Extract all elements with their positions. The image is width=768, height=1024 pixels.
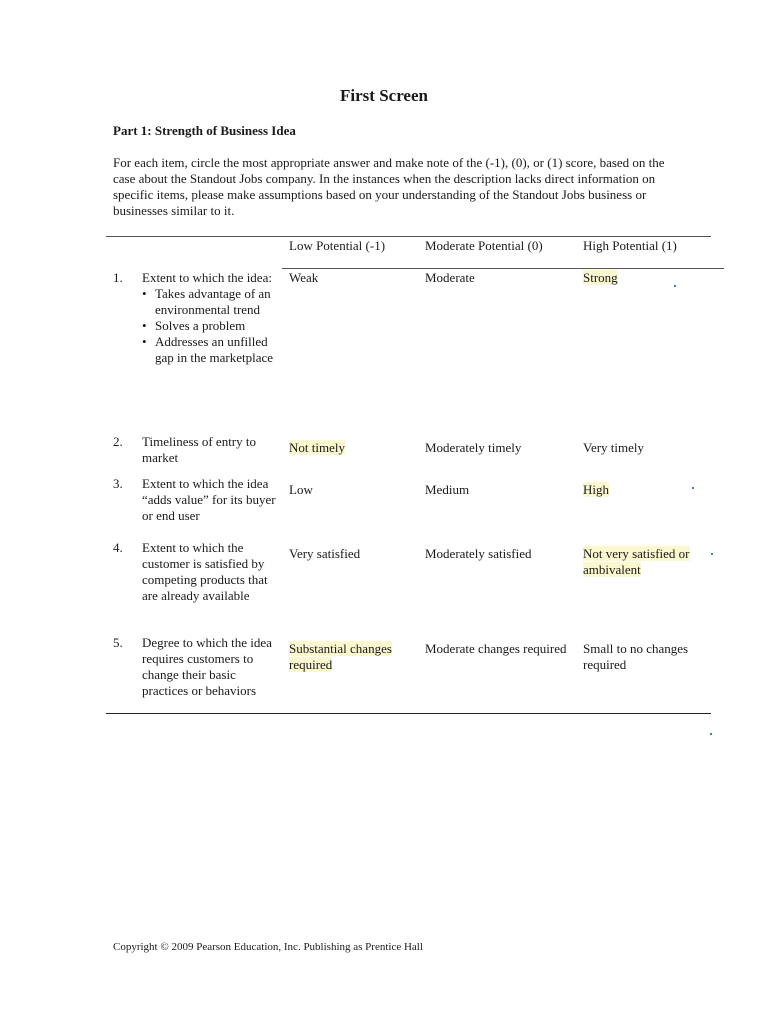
high-potential-cell	[583, 641, 713, 673]
moderate-potential-cell	[425, 641, 575, 657]
page-title: First Screen	[340, 86, 428, 105]
selected-answer-highlight: Substantial changes required	[289, 641, 392, 672]
table-top-rule	[106, 236, 711, 237]
bullet-icon: •	[142, 286, 147, 301]
low-potential-cell	[289, 270, 419, 286]
selected-answer-highlight: Not timely	[289, 440, 345, 455]
copyright-footer: Copyright © 2009 Pearson Education, Inc. Publishing as Prentice Hall	[113, 941, 423, 953]
list-item-text: Takes advantage of an environmental trend	[155, 286, 271, 317]
table-header-rule	[282, 268, 724, 269]
selected-answer-highlight: High	[583, 482, 609, 497]
low-potential-cell	[289, 546, 419, 562]
moderate-potential-cell	[425, 546, 575, 562]
row-number: 4.	[113, 540, 123, 555]
cell-text: Moderate	[425, 270, 475, 285]
high-potential-cell	[583, 440, 713, 456]
column-header-low: Low Potential (-1)	[289, 238, 386, 253]
criterion-text: Extent to which the idea:	[142, 270, 272, 285]
low-potential-cell	[289, 482, 419, 498]
bullet-icon: •	[142, 318, 147, 333]
row-criterion	[142, 270, 280, 366]
intro-paragraph: For each item, circle the most appropriate answer and make note of the (-1), (0), or (1) score, based on the case about the Standout Jobs company. In the instances when the description lacks direct information on specific items, please make assumptions based on your understanding of the Standout Jobs business or businesses similar to it.	[113, 155, 665, 218]
row-number: 5.	[113, 635, 123, 650]
moderate-potential-cell	[425, 482, 575, 498]
moderate-potential-cell	[425, 440, 575, 456]
moderate-potential-cell	[425, 270, 575, 286]
table-bottom-rule	[106, 713, 711, 714]
row-number: 3.	[113, 476, 123, 491]
list-item	[142, 318, 280, 334]
selected-answer-highlight: Not very satisfied or ambivalent	[583, 546, 690, 577]
cell-text: Low	[289, 482, 313, 497]
cell-text: Moderate changes required	[425, 641, 567, 656]
cell-text: Moderately satisfied	[425, 546, 532, 561]
column-header-high: High Potential (1)	[583, 238, 677, 253]
row-criterion: Degree to which the idea requires customers to change their basic practices or behaviors	[142, 635, 272, 698]
high-potential-cell	[583, 270, 713, 286]
criterion-bullet-list	[142, 286, 280, 366]
cell-text: Very satisfied	[289, 546, 361, 561]
part-heading: Part 1: Strength of Business Idea	[113, 123, 296, 138]
annotation-dot	[710, 733, 712, 735]
high-potential-cell	[583, 546, 713, 578]
list-item	[142, 334, 280, 366]
bullet-icon: •	[142, 334, 147, 349]
cell-text: Medium	[425, 482, 470, 497]
row-criterion: Extent to which the idea “adds value” for its buyer or end user	[142, 476, 276, 523]
high-potential-cell	[583, 482, 713, 498]
column-header-moderate: Moderate Potential (0)	[425, 238, 543, 253]
row-criterion: Timeliness of entry to market	[142, 434, 256, 465]
row-number: 1.	[113, 270, 123, 285]
list-item-text: Solves a problem	[155, 318, 246, 333]
annotation-dot	[692, 487, 694, 489]
list-item-text: Addresses an unfilled gap in the marketplace	[155, 334, 274, 365]
list-item	[142, 286, 280, 318]
low-potential-cell	[289, 440, 419, 456]
cell-text: Small to no changes required	[583, 641, 689, 672]
row-criterion: Extent to which the customer is satisfied by competing products that are already available	[142, 540, 268, 603]
annotation-dot	[674, 285, 676, 287]
low-potential-cell	[289, 641, 419, 673]
selected-answer-highlight: Strong	[583, 270, 618, 285]
cell-text: Moderately timely	[425, 440, 522, 455]
row-number: 2.	[113, 434, 123, 449]
cell-text: Weak	[289, 270, 319, 285]
annotation-dot	[711, 553, 713, 555]
cell-text: Very timely	[583, 440, 645, 455]
